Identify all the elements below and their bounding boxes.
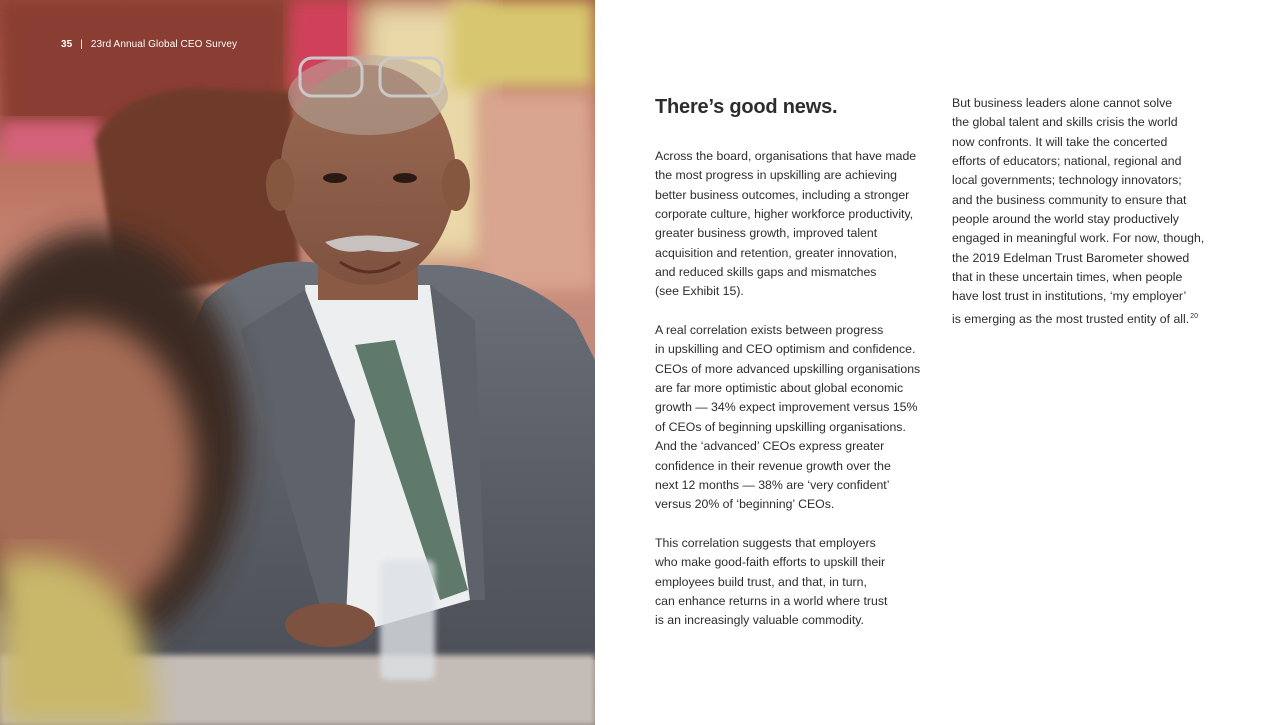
text-line: and reduced skills gaps and mismatches [655, 265, 877, 280]
running-head-separator: | [80, 39, 83, 50]
text-line: the global talent and skills crisis the world [952, 115, 1178, 130]
text-line: of CEOs of beginning upskilling organisations. [655, 419, 906, 434]
text-line: can enhance returns in a world where trust [655, 593, 888, 608]
photo-illustration [0, 0, 595, 725]
text-line: have lost trust in institutions, ‘my employer’ [952, 289, 1187, 304]
page-heading: There’s good news. [655, 96, 838, 118]
text-line: is an increasingly valuable commodity. [655, 613, 864, 628]
text-line: And the ‘advanced’ CEOs express greater [655, 439, 885, 454]
text-line: that in these uncertain times, when people [952, 270, 1183, 285]
text-line: A real correlation exists between progress [655, 323, 884, 338]
text-line: the 2019 Edelman Trust Barometer showed [952, 250, 1190, 265]
paragraph-correlation [655, 321, 930, 514]
text-line: next 12 months — 38% are ‘very confident’ [655, 477, 890, 492]
text-line: the most progress in upskilling are achieving [655, 168, 897, 183]
publication-title: 23rd Annual Global CEO Survey [90, 39, 238, 50]
paragraph-trust [655, 534, 930, 631]
text-line: employees build trust, and that, in turn, [655, 574, 867, 589]
text-line: local governments; technology innovators; [952, 173, 1182, 188]
text-line: Across the board, organisations that have made [655, 149, 917, 163]
text-line: growth — 34% expect improvement versus 15% [655, 400, 918, 415]
left-column [655, 147, 930, 650]
text-line: better business outcomes, including a stronger [655, 187, 910, 202]
text-line: is emerging as the most trusted entity of all. [952, 311, 1190, 326]
page-number: 35 [61, 39, 73, 50]
running-head [61, 39, 237, 50]
portrait-photo [0, 0, 595, 725]
right-column [952, 94, 1217, 348]
text-line: now confronts. It will take the concerted [952, 134, 1168, 149]
text-line: This correlation suggests that employers [655, 535, 876, 550]
text-line: people around the world stay productively [952, 212, 1179, 227]
text-line: are far more optimistic about global economic [655, 381, 904, 396]
text-line: in upskilling and CEO optimism and confidence. [655, 342, 916, 357]
text-line: engaged in meaningful work. For now, though, [952, 231, 1205, 246]
text-line: who make good-faith efforts to upskill their [655, 555, 886, 570]
text-line: efforts of educators; national, regional and [952, 154, 1182, 169]
paragraph-outcomes [655, 147, 930, 302]
paragraph-business-leaders [952, 94, 1217, 329]
text-line: greater business growth, improved talent [655, 226, 878, 241]
text-line: and the business community to ensure that [952, 192, 1187, 207]
text-line: CEOs of more advanced upskilling organisations [655, 361, 921, 376]
footnote-reference[interactable]: 20 [1190, 312, 1198, 320]
text-line: versus 20% of ‘beginning’ CEOs. [655, 497, 835, 512]
text-line: corporate culture, higher workforce productivity, [655, 207, 914, 222]
text-line: confidence in their revenue growth over the [655, 458, 891, 473]
text-line: But business leaders alone cannot solve [952, 96, 1173, 110]
text-line: acquisition and retention, greater innovation, [655, 245, 897, 260]
text-line: (see Exhibit 15). [655, 284, 744, 299]
